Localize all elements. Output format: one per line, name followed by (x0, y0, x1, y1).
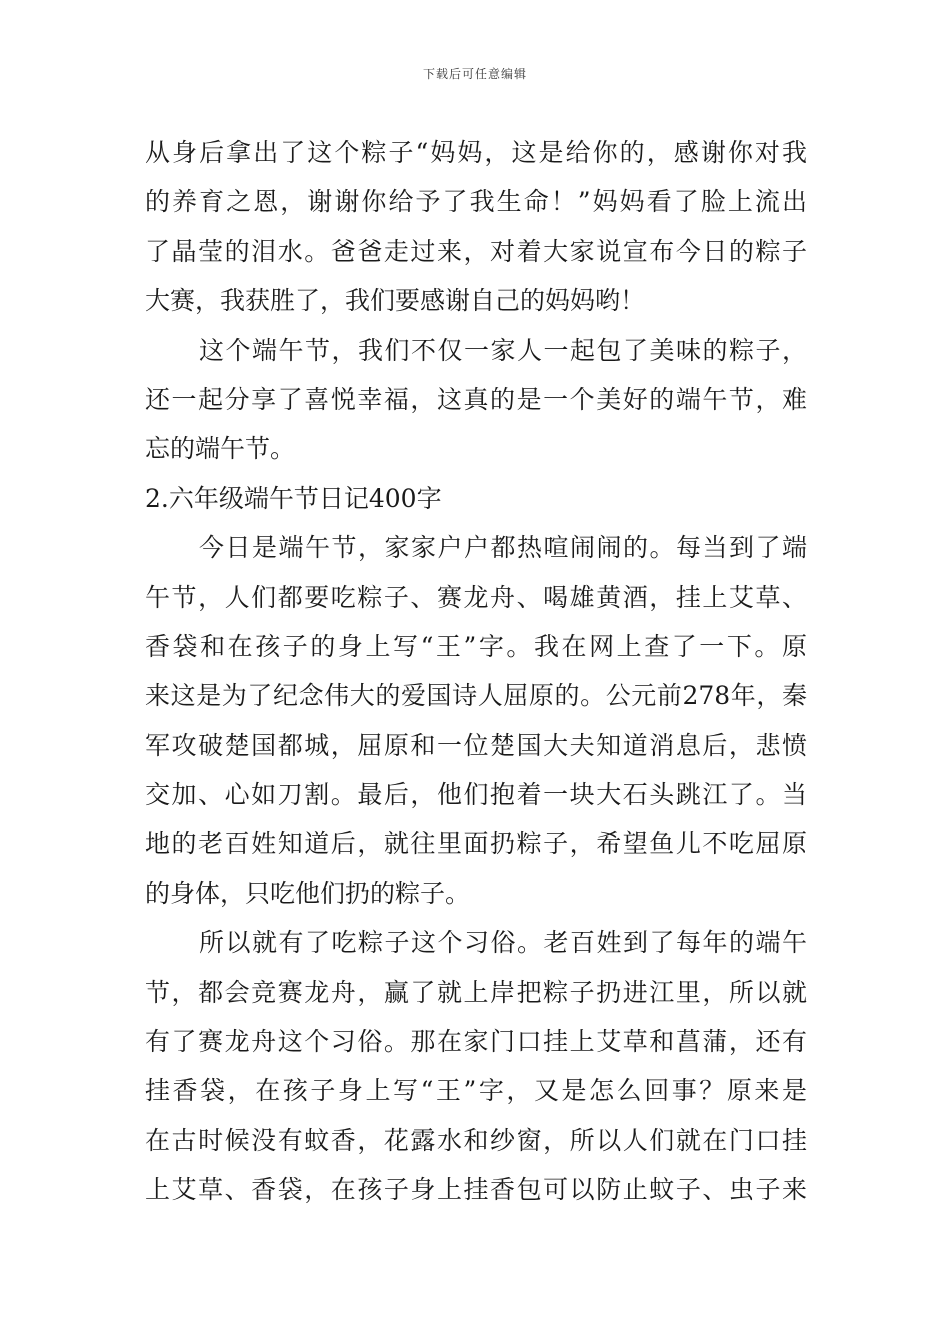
text-line: 上艾草、香袋，在孩子身上挂香包可以防止蚊子、虫子来 (145, 1175, 807, 1205)
text-line: 挂香袋，在孩子身上写“王”字，又是怎么回事？原来是 (145, 1076, 807, 1106)
body-text (145, 128, 807, 1215)
text-line: 香袋和在孩子的身上写“王”字。我在网上查了一下。原 (145, 631, 807, 661)
text-line: 有了赛龙舟这个习俗。那在家门口挂上艾草和菖蒲，还有 (145, 1027, 807, 1057)
text-line: 大赛，我获胜了，我们要感谢自己的妈妈哟！ (145, 286, 646, 316)
page-header: 下载后可任意编辑 (422, 67, 527, 81)
text-line: 今日是端午节，家家户户都热喧闹闹的。每当到了端 (199, 533, 807, 563)
text-line: 军攻破楚国都城，屈原和一位楚国大夫知道消息后，悲愤 (145, 730, 807, 760)
text-line: 从身后拿出了这个粽子“妈妈，这是给你的，感谢你对我 (145, 138, 807, 167)
text-line: 在古时候没有蚊香，花露水和纱窗，所以人们就在门口挂 (145, 1125, 807, 1155)
text-line: 来这是为了纪念伟大的爱国诗人屈原的。公元前278年，秦 (145, 681, 807, 711)
text-line: 这个端午节，我们不仅一家人一起包了美味的粽子， (199, 335, 807, 365)
text-line: 的身体，只吃他们扔的粽子。 (145, 878, 471, 908)
text-line: 的养育之恩，谢谢你给予了我生命！”妈妈看了脸上流出 (145, 187, 807, 217)
text-line: 节，都会竞赛龙舟，赢了就上岸把粽子扔进江里，所以就 (145, 977, 807, 1007)
text-line: 忘的端午节。 (145, 434, 296, 464)
text-line: 地的老百姓知道后，就往里面扔粽子，希望鱼儿不吃屈原 (145, 829, 807, 859)
text-line: 还一起分享了喜悦幸福，这真的是一个美好的端午节，难 (145, 384, 807, 414)
text-line: 所以就有了吃粽子这个习俗。老百姓到了每年的端午 (199, 928, 807, 958)
text-line: 午节，人们都要吃粽子、赛龙舟、喝雄黄酒，挂上艾草、 (145, 582, 807, 612)
text-line: 了晶莹的泪水。爸爸走过来，对着大家说宣布今日的粽子 (145, 236, 807, 266)
text-line: 交加、心如刀割。最后，他们抱着一块大石头跳江了。当 (145, 780, 807, 810)
text-line: 2.六年级端午节日记400字 (145, 483, 442, 513)
